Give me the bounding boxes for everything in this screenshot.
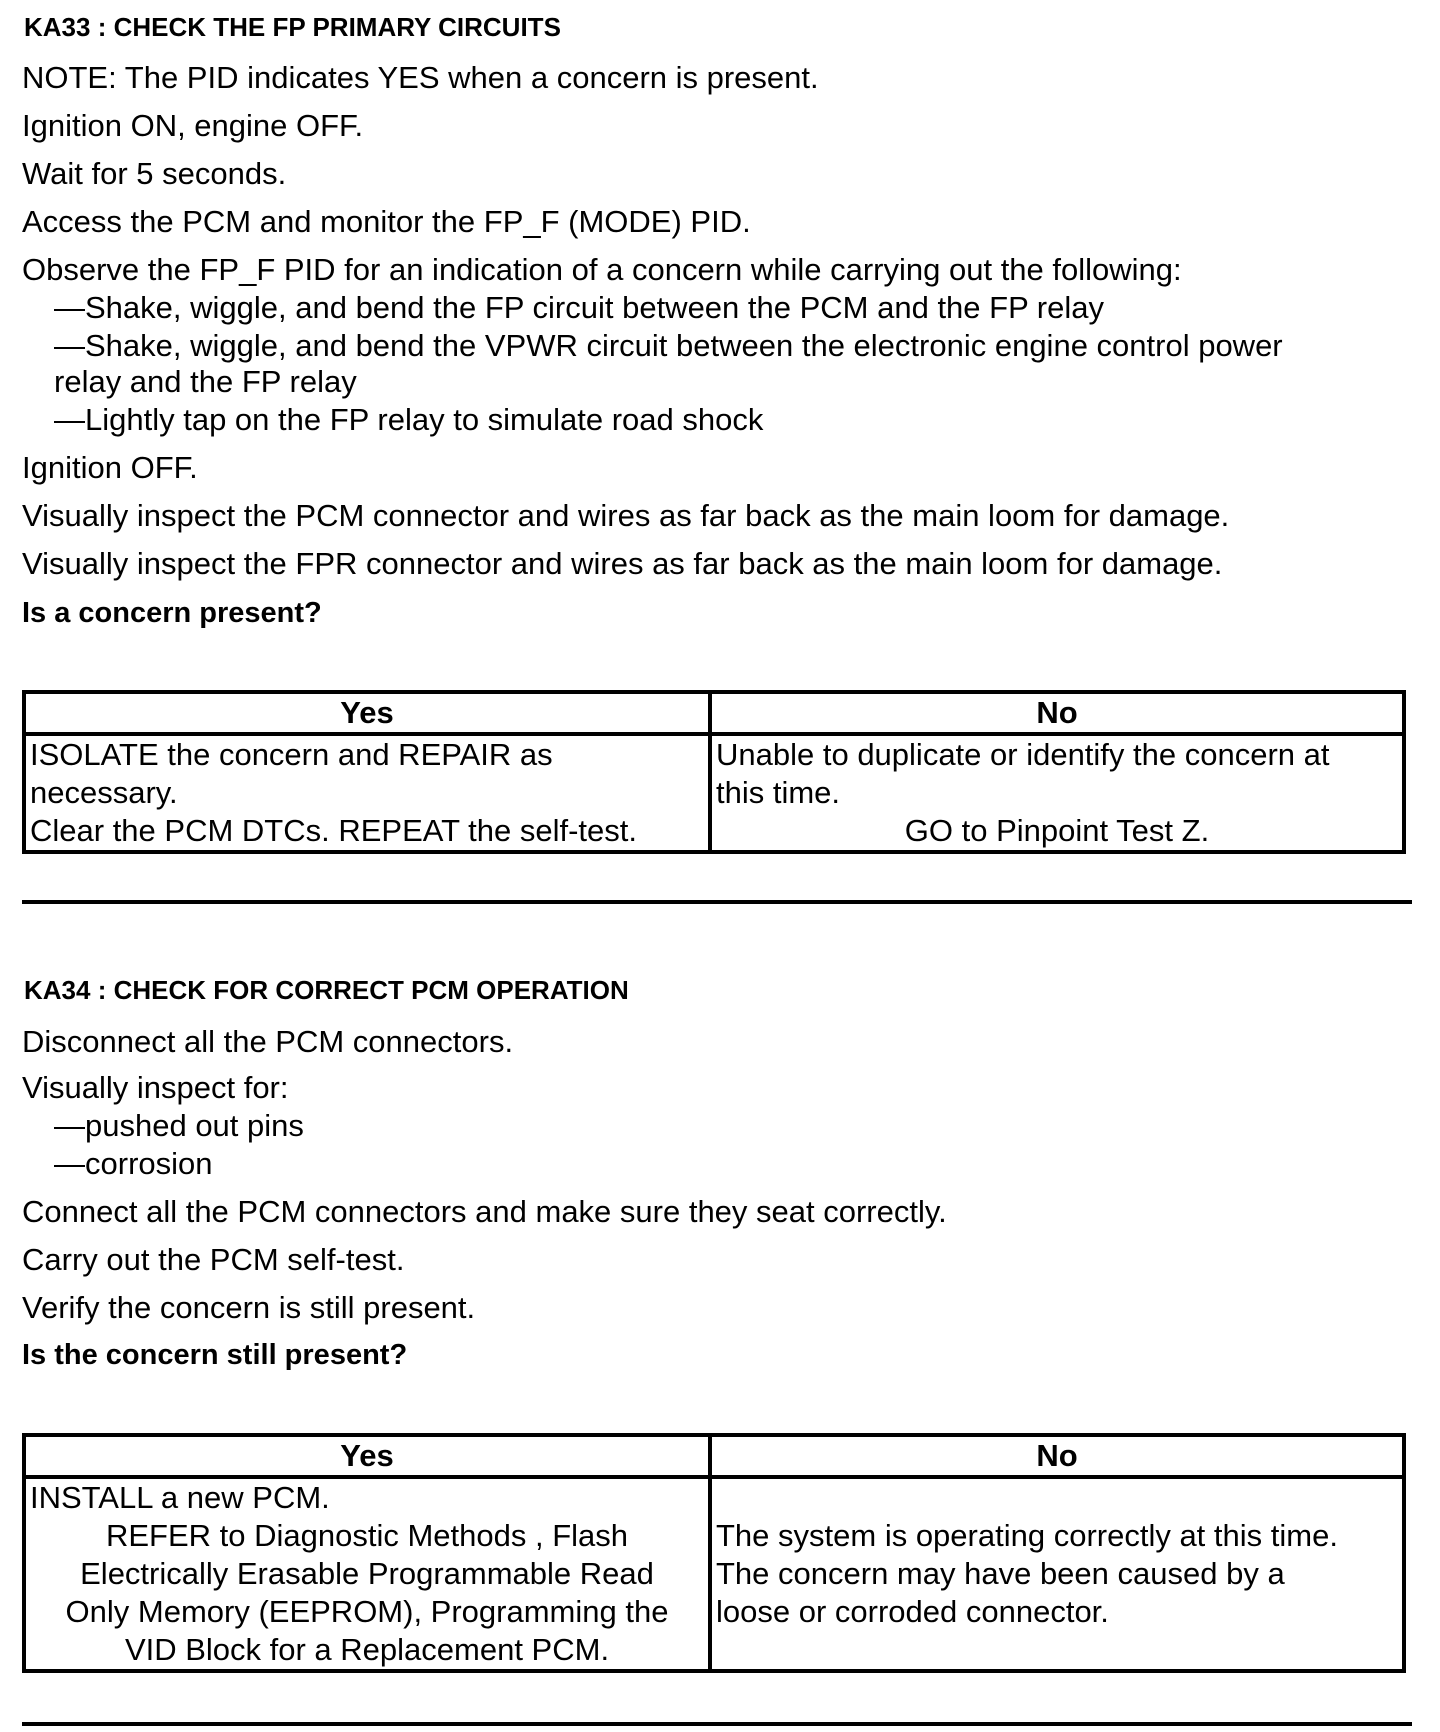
ka34-yes-cell	[24, 1477, 710, 1671]
ka34-question: Is the concern still present?	[22, 1339, 408, 1371]
ka33-title: KA33 : CHECK THE FP PRIMARY CIRCUITS	[24, 12, 561, 42]
ka34-no-header: No	[710, 1435, 1404, 1477]
ka34-yes-refer-4: VID Block for a Replacement PCM.	[124, 1632, 610, 1667]
ka33-step-7: Visually inspect the PCM connector and wires as far back as the main loom for damage.	[22, 498, 1230, 533]
ka34-yes-refer-2: Electrically Erasable Programmable Read	[80, 1556, 654, 1591]
section-divider-2	[22, 1722, 1412, 1726]
ka33-step-8: Visually inspect the FPR connector and wires as far back as the main loom for damage.	[22, 546, 1223, 581]
ka33-no-action-link: GO to Pinpoint Test Z.	[904, 813, 1210, 848]
ka34-yes-header: Yes	[24, 1435, 710, 1477]
ka33-step-6: Ignition OFF.	[22, 450, 198, 485]
ka34-result-table	[22, 1433, 1406, 1673]
ka33-step-2: Ignition ON, engine OFF.	[22, 108, 364, 143]
ka34-step-3: Connect all the PCM connectors and make sure they seat correctly.	[22, 1194, 947, 1229]
ka34-substep-2: —corrosion	[54, 1146, 213, 1181]
ka33-substep-3: —Lightly tap on the FP relay to simulate road shock	[54, 402, 764, 437]
ka34-no-cell	[710, 1477, 1404, 1671]
ka33-step-5: Observe the FP_F PID for an indication of a concern while carrying out the following:	[22, 252, 1182, 287]
ka33-no-line-2: this time.	[716, 775, 841, 810]
ka33-no-header: No	[710, 692, 1404, 734]
ka34-yes-refer-1: REFER to Diagnostic Methods , Flash	[105, 1518, 629, 1553]
ka34-title: KA34 : CHECK FOR CORRECT PCM OPERATION	[24, 975, 629, 1005]
ka33-substep-1: —Shake, wiggle, and bend the FP circuit between the PCM and the FP relay	[54, 290, 1105, 325]
ka33-step-3: Wait for 5 seconds.	[22, 156, 287, 191]
ka33-step-1: NOTE: The PID indicates YES when a concern is present.	[22, 60, 819, 95]
ka34-step-5: Verify the concern is still present.	[22, 1290, 476, 1325]
ka33-substep-2-cont: relay and the FP relay	[54, 364, 357, 399]
ka34-no-line-2: The concern may have been caused by a	[716, 1556, 1285, 1591]
ka33-yes-cell	[24, 734, 710, 852]
ka33-no-cell	[710, 734, 1404, 852]
ka33-question: Is a concern present?	[22, 597, 322, 629]
ka33-no-line-1: Unable to duplicate or identify the concern at	[716, 737, 1330, 772]
ka34-step-1: Disconnect all the PCM connectors.	[22, 1024, 514, 1059]
section-divider-1	[22, 900, 1412, 904]
ka34-yes-install: INSTALL a new PCM.	[30, 1480, 330, 1515]
ka34-step-2: Visually inspect for:	[22, 1070, 289, 1105]
ka33-yes-line-1: ISOLATE the concern and REPAIR as	[30, 737, 553, 772]
ka34-step-4: Carry out the PCM self-test.	[22, 1242, 405, 1277]
ka33-result-table	[22, 690, 1406, 854]
ka33-yes-line-3: Clear the PCM DTCs. REPEAT the self-test.	[30, 813, 637, 848]
ka34-no-line-3: loose or corroded connector.	[716, 1594, 1109, 1629]
ka33-step-4: Access the PCM and monitor the FP_F (MODE) PID.	[22, 204, 751, 239]
ka34-no-line-1: The system is operating correctly at this time.	[716, 1518, 1338, 1553]
ka33-substep-2: —Shake, wiggle, and bend the VPWR circuit between the electronic engine control power	[54, 328, 1283, 363]
ka33-yes-header: Yes	[24, 692, 710, 734]
ka34-substep-1: —pushed out pins	[54, 1108, 304, 1143]
ka34-yes-refer-3: Only Memory (EEPROM), Programming the	[65, 1594, 669, 1629]
ka33-yes-line-2: necessary.	[30, 775, 178, 810]
